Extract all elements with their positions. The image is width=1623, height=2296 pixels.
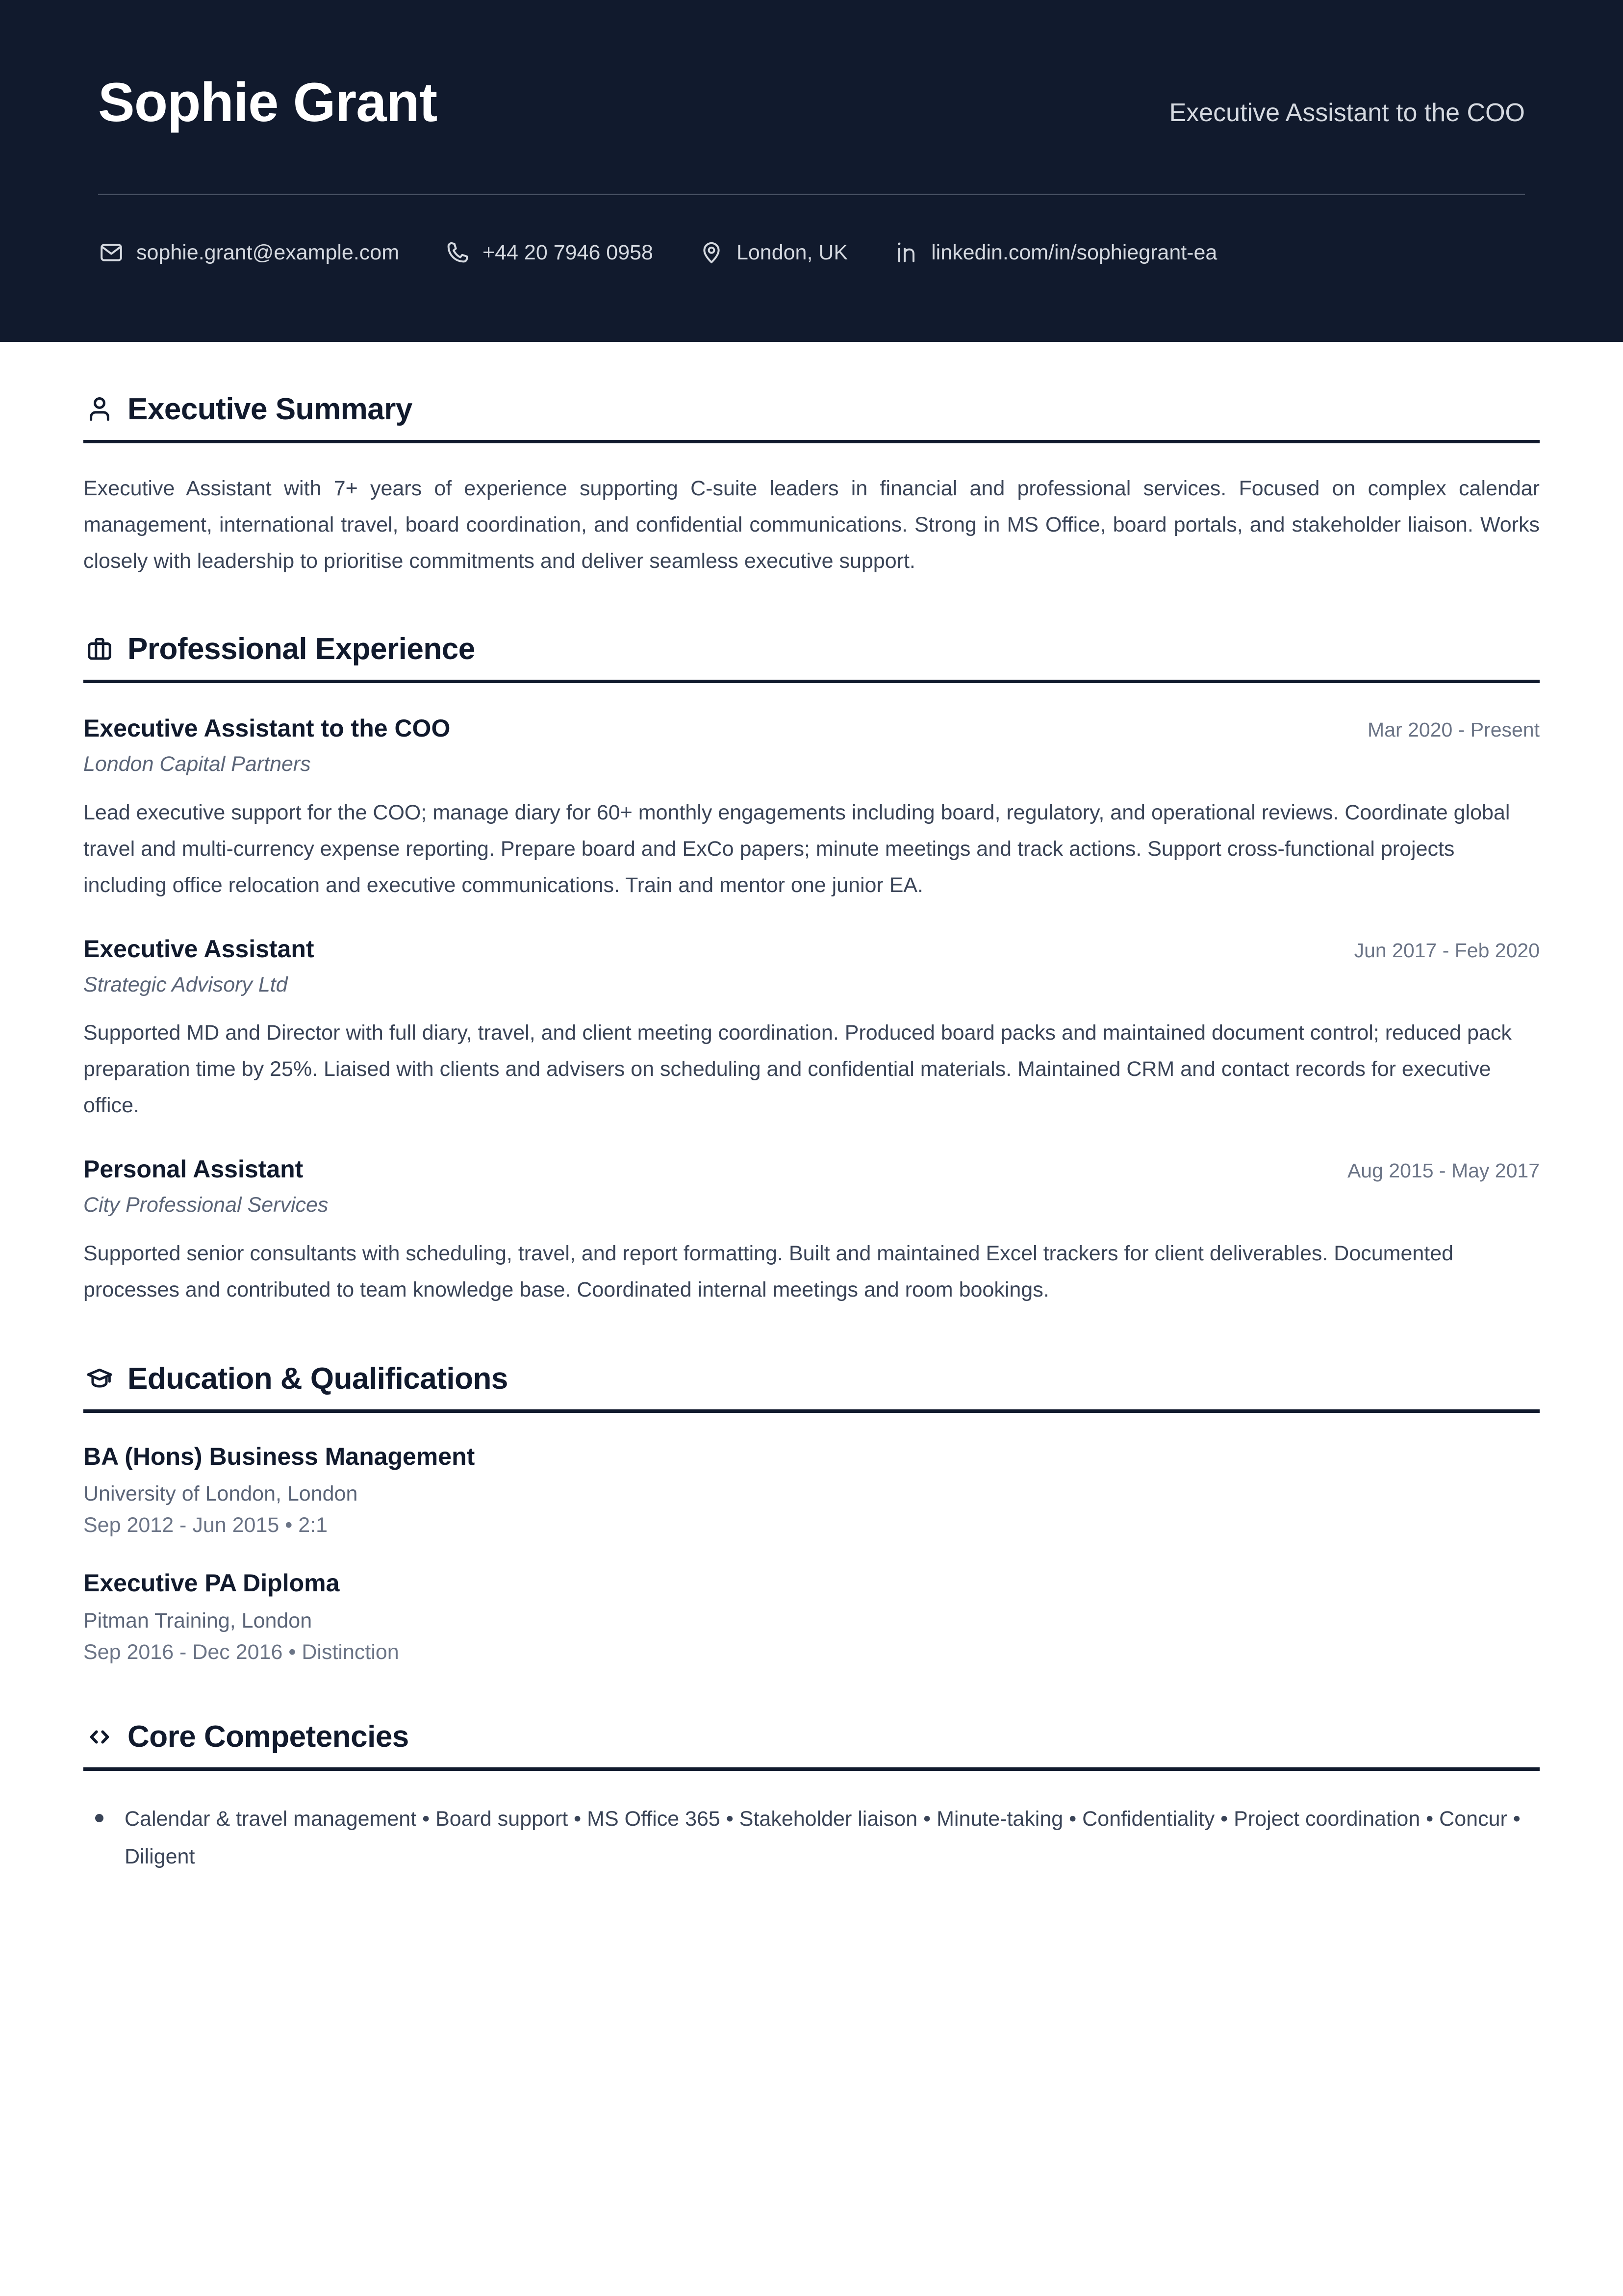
graduation-cap-icon: [83, 1363, 116, 1395]
job-company: City Professional Services: [83, 1193, 329, 1217]
job-role: Executive Assistant: [83, 935, 314, 963]
spacer: [83, 1875, 1540, 2101]
education-degree: BA (Hons) Business Management: [83, 1442, 475, 1470]
section-title-skills: Core Competencies: [127, 1720, 409, 1754]
section-professional-experience: [83, 633, 1540, 1308]
job-header: [83, 934, 1540, 964]
section-head-skills: [83, 1720, 1540, 1754]
bullet-icon: [95, 1814, 103, 1822]
job-role: Executive Assistant to the COO: [83, 714, 451, 742]
job-company: Strategic Advisory Ltd: [83, 972, 288, 996]
job-role: Personal Assistant: [83, 1155, 304, 1183]
spacer: [83, 580, 1540, 633]
contact-phone-text: +44 20 7946 0958: [482, 240, 653, 264]
job-dates: Jun 2017 - Feb 2020: [1354, 939, 1540, 962]
contact-email[interactable]: [98, 239, 399, 266]
job-company: London Capital Partners: [83, 752, 311, 776]
resume-header: [0, 0, 1623, 342]
education-school: Pitman Training, London: [83, 1608, 312, 1633]
education-meta: Sep 2016 - Dec 2016 • Distinction: [83, 1640, 399, 1664]
candidate-name: Sophie Grant: [98, 72, 437, 133]
section-education: [83, 1362, 1540, 1666]
contact-email-text: sophie.grant@example.com: [136, 240, 400, 264]
education-entry: [83, 1568, 1540, 1666]
envelope-icon: [98, 239, 125, 266]
job-header: [83, 1154, 1540, 1184]
section-rule-summary: [83, 440, 1540, 443]
summary-text: Executive Assistant with 7+ years of experience supporting C-suite leaders in financial and professional services. Focused on complex calendar management, international travel, board coordination, and confidential communications. Strong in MS Office, board portals, and stakeholder liaison. Works closely with leadership to prioritise commitments and deliver seamless executive support.: [83, 477, 1540, 573]
header-divider: [98, 194, 1525, 195]
section-core-competencies: [83, 1720, 1540, 1875]
skills-list: [83, 1800, 1540, 1875]
section-head-experience: [83, 633, 1540, 666]
section-rule-experience: [83, 680, 1540, 683]
contact-linkedin-text: linkedin.com/in/sophiegrant-ea: [931, 240, 1217, 264]
education-school: University of London, London: [83, 1482, 358, 1506]
header-title-row: [98, 74, 1525, 135]
section-head-education: [83, 1362, 1540, 1396]
job-description: Supported senior consultants with scheduling, travel, and report formatting. Built and maintained Excel trackers for client deliverables. Documented processes and contributed to team knowledge base. Coordinated internal meetings and room bookings.: [83, 1241, 1454, 1301]
job-entry: [83, 1154, 1540, 1308]
contact-location: [698, 239, 848, 266]
section-title-education: Education & Qualifications: [127, 1361, 508, 1396]
spacer: [83, 1308, 1540, 1362]
job-entry: [83, 934, 1540, 1124]
contact-phone[interactable]: [444, 239, 653, 266]
contact-location-text: London, UK: [736, 240, 848, 264]
job-entry: [83, 714, 1540, 903]
linkedin-icon: [893, 239, 919, 266]
job-description: Lead executive support for the COO; manage diary for 60+ monthly engagements including board, regulatory, and operational reviews. Coordinate global travel and multi-currency expense reporting. Prepare board and ExCo papers; minute meetings and track actions. Support cross-functional projects including office relocation and executive communications. Train and mentor one junior EA.: [83, 800, 1510, 897]
job-header: [83, 714, 1540, 743]
education-meta: Sep 2012 - Jun 2015 • 2:1: [83, 1513, 328, 1537]
education-degree: Executive PA Diploma: [83, 1569, 340, 1597]
contact-linkedin[interactable]: [893, 239, 1217, 266]
spacer: [83, 342, 1540, 393]
section-rule-education: [83, 1409, 1540, 1413]
resume-content: [0, 342, 1623, 2101]
briefcase-icon: [83, 633, 116, 665]
job-dates: Mar 2020 - Present: [1368, 718, 1540, 741]
section-executive-summary: [83, 393, 1540, 580]
person-icon: [83, 393, 116, 426]
skills-item-text: Calendar & travel management • Board support • MS Office 365 • Stakeholder liaison • Minute-taking • Confidentiality • Project coordination • Concur • Diligent: [125, 1807, 1521, 1868]
candidate-job-title: Executive Assistant to the COO: [1169, 99, 1525, 127]
code-icon: [83, 1721, 116, 1753]
education-entry: [83, 1441, 1540, 1540]
location-pin-icon: [698, 239, 725, 266]
job-description: Supported MD and Director with full diary, travel, and client meeting coordination. Produced board packs and maintained document control; reduced pack preparation time by 25%. Liaised with clients and advisers on scheduling and confidential materials. Maintained CRM and contact records for executive office.: [83, 1021, 1512, 1118]
phone-icon: [444, 239, 471, 266]
list-item: [83, 1800, 1540, 1875]
spacer: [83, 1666, 1540, 1720]
section-head-summary: [83, 393, 1540, 426]
job-dates: Aug 2015 - May 2017: [1347, 1159, 1540, 1182]
section-title-summary: Executive Summary: [127, 392, 412, 426]
section-rule-skills: [83, 1767, 1540, 1771]
contact-row: [98, 239, 1525, 266]
section-title-experience: Professional Experience: [127, 632, 475, 666]
